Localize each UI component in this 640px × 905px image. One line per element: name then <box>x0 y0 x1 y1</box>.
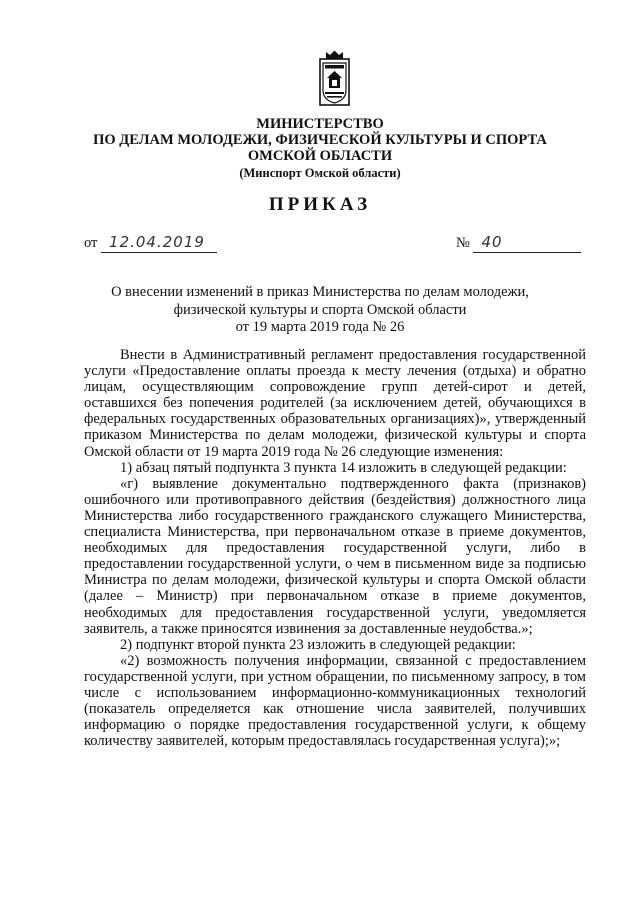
ministry-name-line1: МИНИСТЕРСТВО <box>256 116 384 132</box>
body-paragraph: «г) выявление документально подтвержденного факта (признаков) ошибочного или противоправного действия (бездействия) должностного лица Министерства либо государственного гражданского служащего Министерства, специалиста Министерства, при первоначальном отказе в приеме документов, необходимых для предоставления государственной услуги, либо в предоставлении государственной услуги, о чем в письменном виде за подписью Министра по делам молодежи, физической культуры и спорта Омской области (далее – Министр) при первоначальном отказе в приеме документов, необходимых для предоставления государственной услуги, уведомляется заявитель, а также приносятся извинения за доставленные неудобства.»; <box>84 475 586 637</box>
number-value: 40 <box>473 232 581 253</box>
ministry-name-line2: ПО ДЕЛАМ МОЛОДЕЖИ, ФИЗИЧЕСКОЙ КУЛЬТУРЫ И СПОРТА <box>93 132 547 148</box>
subject-line: О внесении изменений в приказ Министерства по делам молодежи, <box>111 284 529 300</box>
date-value: 12.04.2019 <box>101 232 217 253</box>
ministry-short-name: (Минспорт Омской области) <box>239 166 401 180</box>
document-date <box>84 232 217 253</box>
body-paragraph: Внести в Административный регламент предоставления государственной услуги «Предоставление оплаты проезда к месту лечения (отдыха) и обратно лицам, осуществляющим сопровождение групп детей-сирот и детей, оставшихся без попечения родителей (за исключением детей, обучающихся в федеральных государственных образовательных организациях)», утвержденный приказом Министерства по делам молодежи, физической культуры и спорта Омской области от 19 марта 2019 года № 26 следующие изменения: <box>84 347 586 460</box>
subject-line: физической культуры и спорта Омской области <box>173 301 467 318</box>
date-label: от <box>84 235 98 251</box>
document-body <box>84 347 586 749</box>
document-subject <box>0 284 640 337</box>
body-paragraph: 1) абзац пятый подпункта 3 пункта 14 изложить в следующей редакции: <box>120 459 567 476</box>
subject-line: от 19 марта 2019 года № 26 <box>235 319 405 335</box>
coat-of-arms-icon <box>319 50 350 106</box>
document-title: ПРИКАЗ <box>268 194 372 215</box>
body-paragraph: 2) подпункт второй пункта 23 изложить в следующей редакции: <box>120 636 516 653</box>
number-label: № <box>456 235 470 251</box>
document-number <box>456 232 581 253</box>
ministry-name-line3: ОМСКОЙ ОБЛАСТИ <box>247 148 393 164</box>
body-paragraph: «2) возможность получения информации, связанной с предоставлением государственной услуги, при устном обращении, по письменному запросу, в том числе с использованием информационно-коммуникационных технологий (показатель определяется как отношение числа заявителей, получивших информацию о порядке предоставления государственной услуги, к общему количеству заявителей, которым предоставлялась государственная услуга);»; <box>84 652 586 750</box>
